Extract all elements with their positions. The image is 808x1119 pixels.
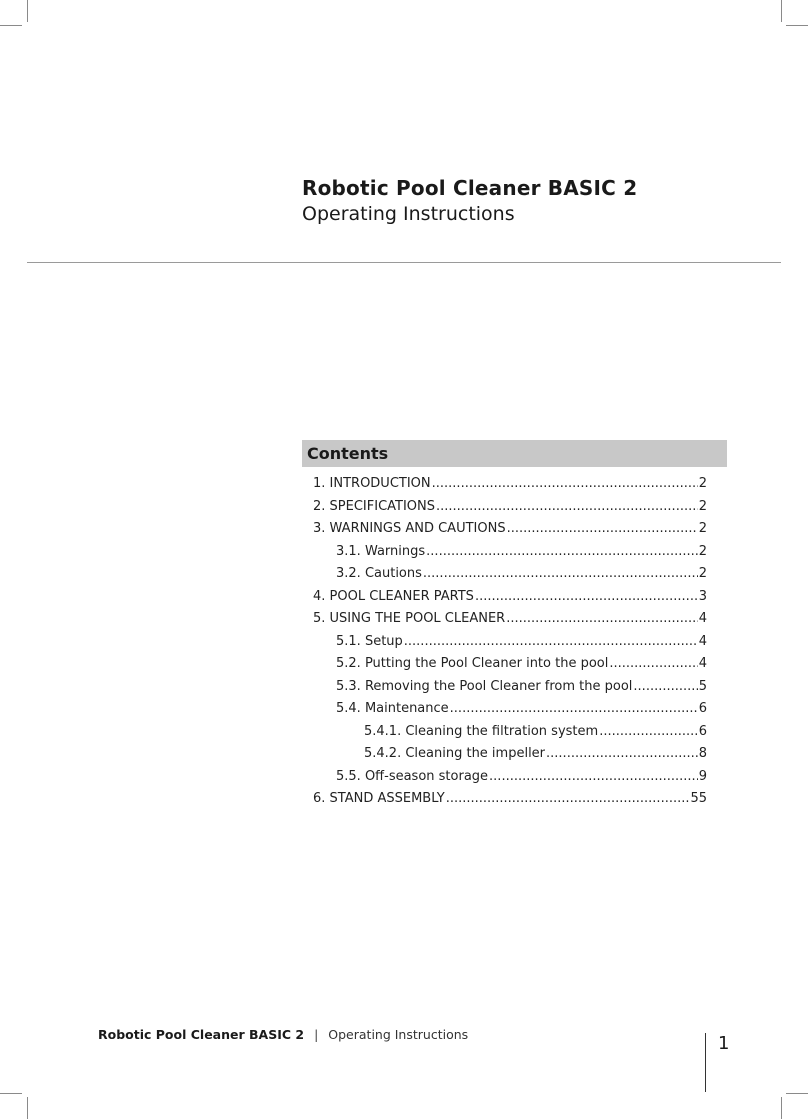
toc-entry-page: 4 (698, 611, 707, 626)
toc-entry-page: 2 (698, 476, 707, 491)
toc-entry (313, 653, 707, 676)
footer-subtitle: Operating Instructions (328, 1027, 469, 1042)
toc-entry-page: 6 (698, 723, 707, 739)
toc-entry (313, 676, 707, 699)
toc-entry-title: 3. WARNINGS AND CAUTIONS (313, 521, 506, 536)
toc-entry-page: 8 (698, 746, 707, 761)
toc-entry-title: 3.2. Cautions (336, 566, 422, 581)
toc-entry (313, 518, 707, 541)
crop-mark (27, 1097, 28, 1119)
page-number-divider (705, 1033, 706, 1092)
toc-dot-leader (507, 518, 698, 541)
toc-entry-title: 5.4.2. Cleaning the impeller (364, 746, 546, 761)
toc-dot-leader (426, 541, 698, 564)
toc-entry (313, 631, 707, 654)
toc-entry (313, 698, 707, 721)
document-title: Robotic Pool Cleaner BASIC 2 (302, 176, 638, 200)
crop-mark (0, 25, 22, 26)
toc-dot-leader (506, 608, 698, 631)
toc-entry-page: 6 (698, 701, 707, 716)
toc-entry-page: 2 (698, 543, 707, 559)
toc-entry-title: 5. USING THE POOL CLEANER (313, 611, 506, 626)
toc-entry (313, 541, 707, 564)
contents-heading: Contents (302, 440, 727, 467)
crop-mark (786, 25, 808, 26)
horizontal-rule (27, 262, 781, 263)
toc-entry-page: 9 (698, 768, 707, 784)
toc-dot-leader (546, 743, 698, 766)
crop-mark (786, 1093, 808, 1094)
crop-mark (27, 0, 28, 22)
toc-dot-leader (489, 766, 698, 789)
crop-mark (781, 0, 782, 22)
toc-dot-leader (609, 653, 697, 676)
toc-entry-title: 3.1. Warnings (336, 543, 426, 559)
toc-entry (313, 766, 707, 789)
toc-dot-leader (446, 788, 690, 811)
toc-entry (313, 608, 707, 631)
toc-entry-page: 55 (690, 791, 707, 806)
toc-entry-page: 2 (698, 566, 707, 581)
toc-entry (313, 586, 707, 609)
crop-mark (0, 1093, 22, 1094)
toc-dot-leader (475, 586, 698, 609)
toc-entry-page: 4 (698, 656, 707, 671)
toc-entry-page: 4 (698, 633, 707, 649)
document-subtitle: Operating Instructions (302, 203, 515, 225)
page-number: 1 (718, 1033, 730, 1054)
toc-entry (313, 563, 707, 586)
toc-dot-leader (423, 563, 698, 586)
toc-entry (313, 743, 707, 766)
footer (98, 1027, 468, 1042)
toc-entry-title: 6. STAND ASSEMBLY (313, 791, 445, 806)
footer-title: Robotic Pool Cleaner BASIC 2 (98, 1027, 305, 1042)
footer-separator: | (314, 1027, 319, 1042)
toc-entry-title: 5.1. Setup (336, 633, 403, 649)
toc-entry (313, 788, 707, 811)
toc-entry-page: 5 (698, 678, 707, 694)
title-block (302, 174, 637, 226)
toc-entry-title: 5.3. Removing the Pool Cleaner from the pool (336, 678, 633, 694)
toc-entry-title: 1. INTRODUCTION (313, 476, 431, 491)
toc-dot-leader (599, 721, 698, 744)
toc-dot-leader (450, 698, 698, 721)
toc-entry-title: 5.2. Putting the Pool Cleaner into the pool (336, 656, 609, 671)
toc-entry-page: 2 (698, 521, 707, 536)
toc-entry-title: 5.4.1. Cleaning the filtration system (364, 723, 599, 739)
toc-entry (313, 473, 707, 496)
toc-dot-leader (432, 473, 698, 496)
toc-dot-leader (436, 496, 698, 519)
toc-entry (313, 721, 707, 744)
toc-dot-leader (404, 631, 698, 654)
table-of-contents (313, 473, 707, 811)
toc-entry-title: 2. SPECIFICATIONS (313, 498, 436, 514)
toc-entry (313, 496, 707, 519)
toc-dot-leader (633, 676, 697, 699)
toc-entry-title: 5.5. Off-season storage (336, 768, 489, 784)
toc-entry-title: 5.4. Maintenance (336, 701, 449, 716)
toc-entry-page: 2 (698, 498, 707, 514)
crop-mark (781, 1097, 782, 1119)
toc-entry-title: 4. POOL CLEANER PARTS (313, 588, 474, 604)
toc-entry-page: 3 (698, 588, 707, 604)
